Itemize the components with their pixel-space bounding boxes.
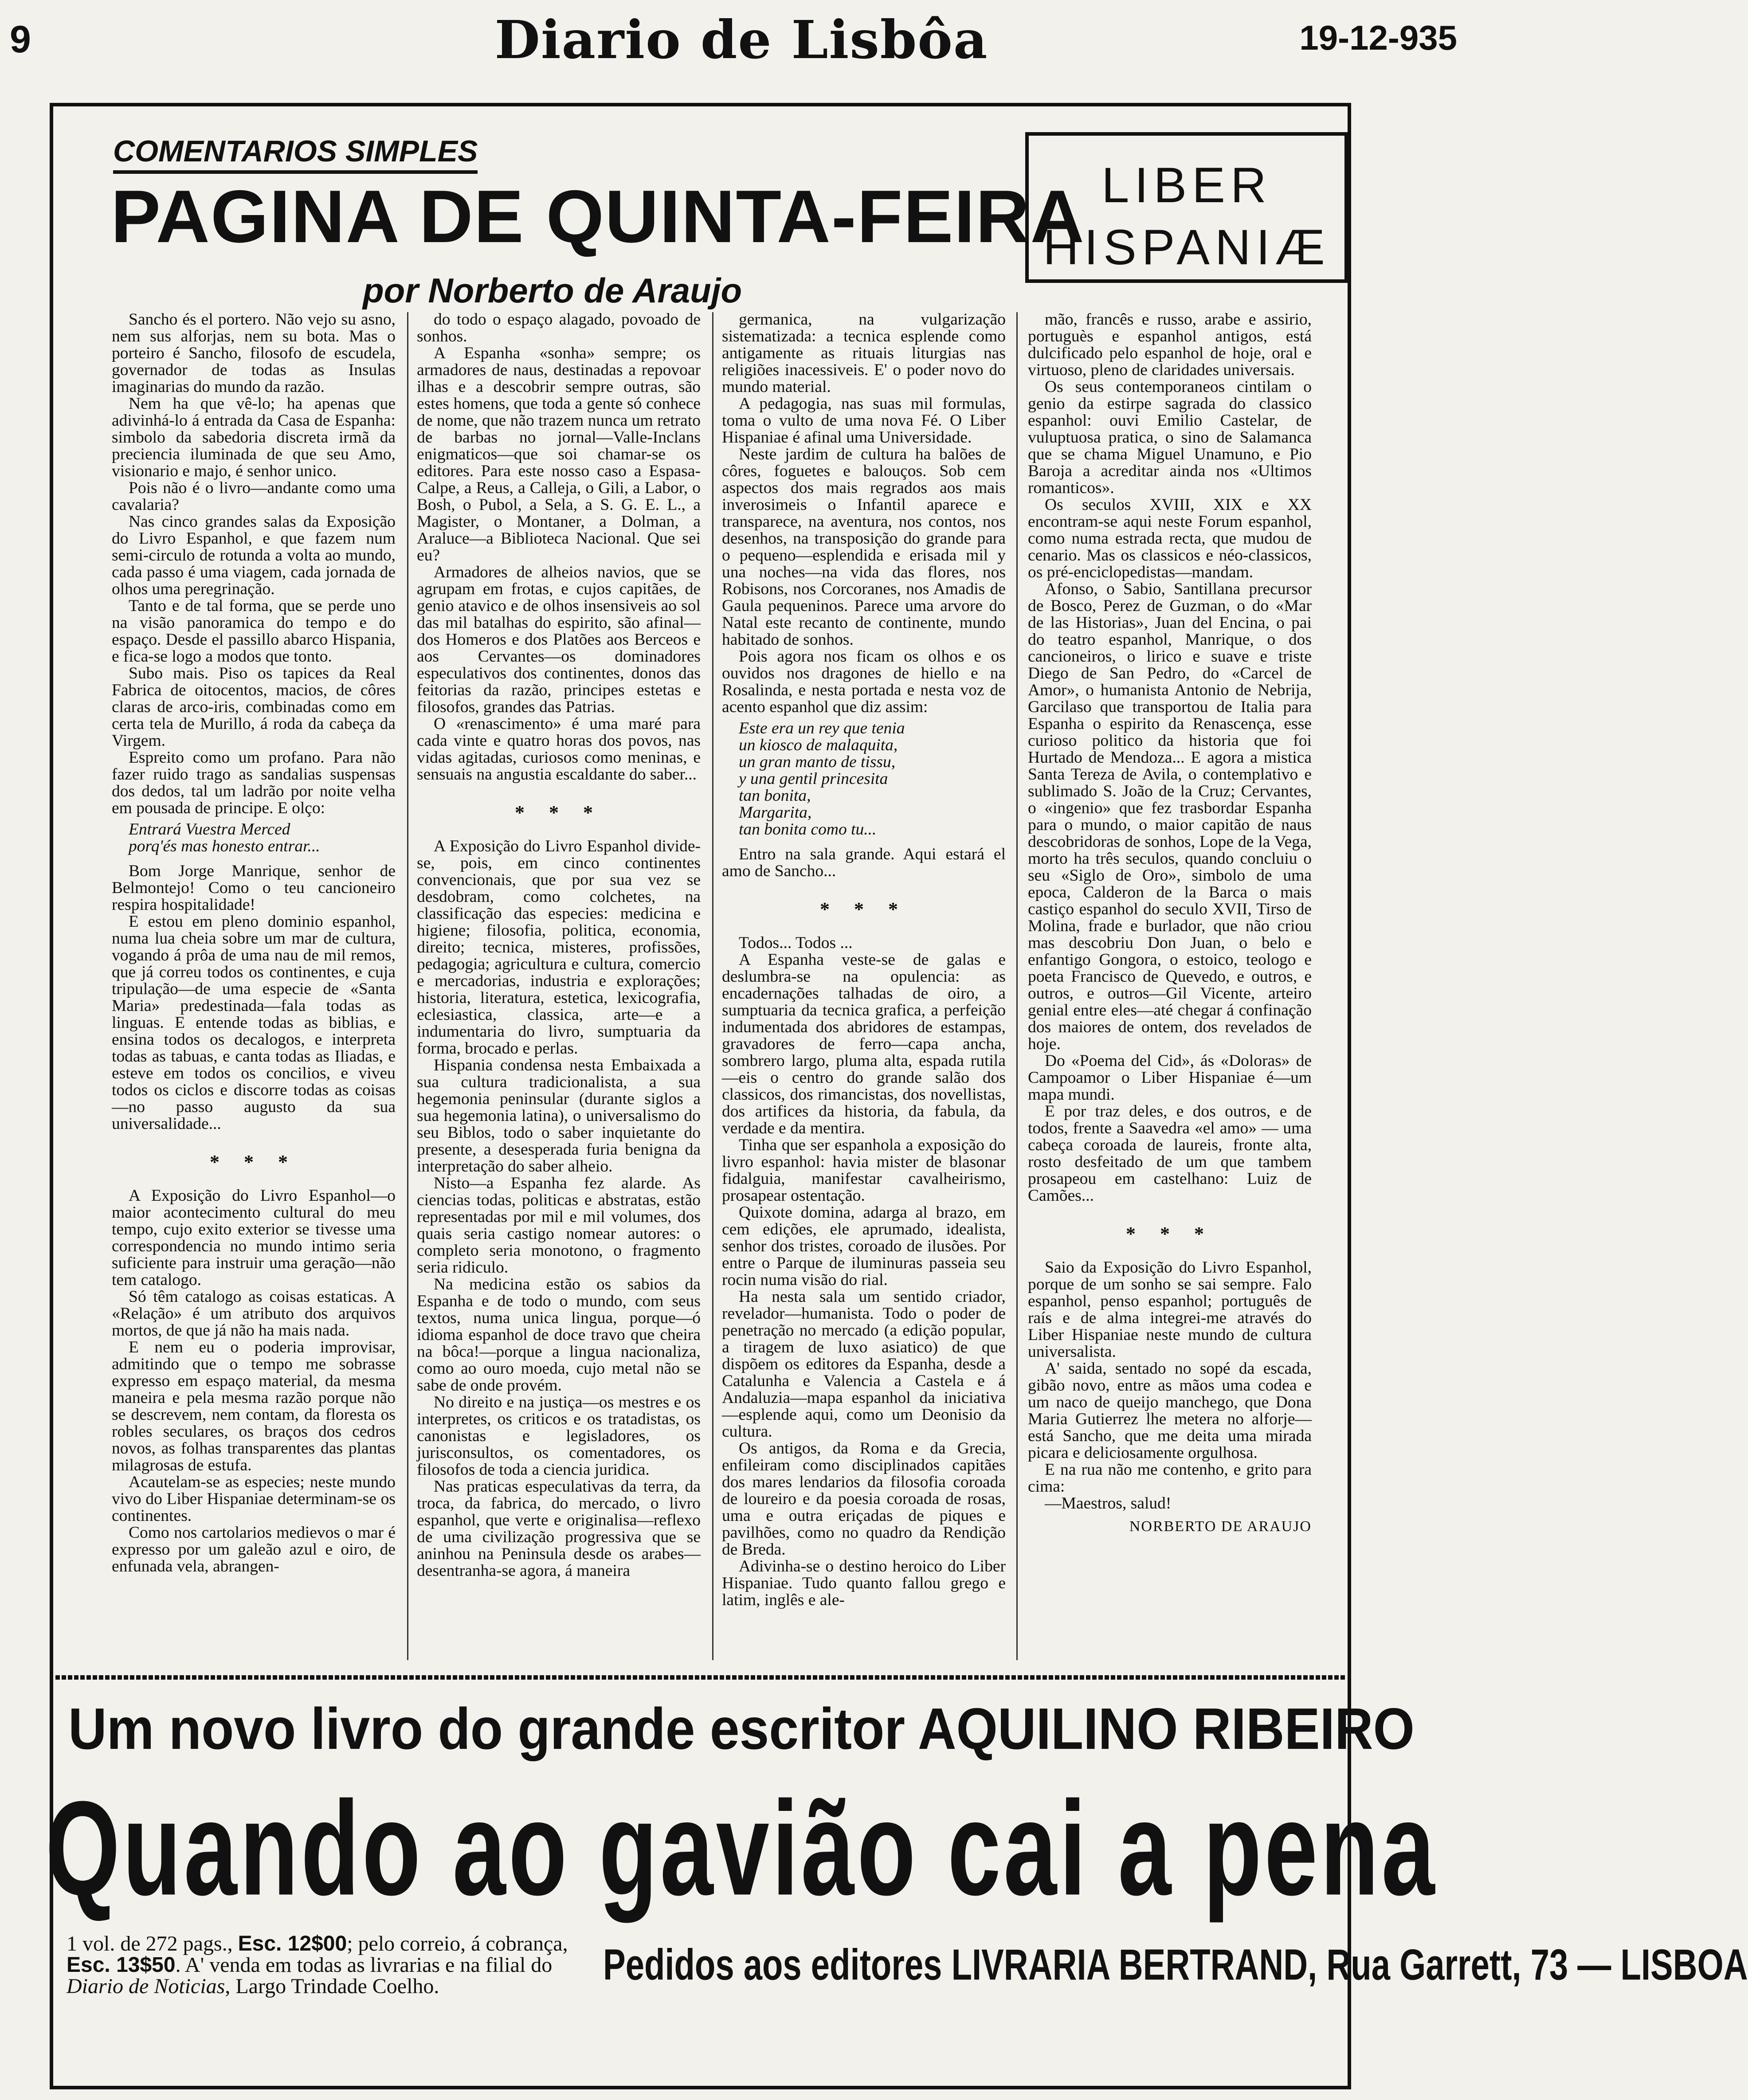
paragraph: Hispania condensa nesta Embaixada a sua cultura tradicionalista, a sua hegemonia peninsular (durante siglos a sua hegemonia latina), o universalismo do seu Biblos, todo o saber inquietante do presente, a desesperada furia benigna da interpretação do saber alheio. bbox=[417, 1056, 701, 1175]
author-signature: NORBERTO DE ARAUJO bbox=[1129, 1518, 1312, 1535]
paragraph: E estou em pleno dominio espanhol, numa lua cheia sobre um mar de cultura, vogando á prôa de uma nau de mil remos, que já correu todos os continentes, e cuja tripulação—de uma especie de «Santa Maria» predestinada—fala todas as linguas. E entende todas as biblias, e ensina todos os decalogos, e interpreta todas as tabuas, e canta todas as Iliadas, e esteve em todos os concilios, e viveu todos os ciclos e discorre todas as coisas—no passo augusto da sua universalidade... bbox=[112, 913, 396, 1133]
paragraph: Espreito como um profano. Para não fazer ruido trago as sandalias suspensas dos dedos, tal um ladrão por noite velha em pousada de principe. E olço: bbox=[112, 748, 396, 817]
paragraph: Quixote domina, adarga al brazo, em cem edições, ele aprumado, idealista, senhor dos tristes, coroado de ilusões. Por entre o Parque de iluminuras passeia seu rocin numa visão do rial. bbox=[722, 1203, 1006, 1289]
ad-note-text: 1 vol. de 272 pags., bbox=[67, 1932, 238, 1955]
paragraph: Só têm catalogo as coisas estaticas. A «Relação» é um atributo dos arquivos mortos, de que já não ha mais nada. bbox=[112, 1288, 396, 1340]
paragraph: A Espanha «sonha» sempre; os armadores de naus, destinadas a repovoar ilhas e a descobrir sempre outras, são estes homens, que toda a gente só conhece de nome, que não trazem nunca um retrato de barbas no jornal—Valle-Inclans enigmaticos—que soi chamar-se os editores. Para este nosso caso a Espasa-Calpe, a Reus, a Calleja, o Gili, a Labor, o Bosh, o Pubol, a Sela, a S. G. E. L., a Magister, o Montaner, a Dolman, a Araluce—a Biblioteca Nacional. Que sei eu? bbox=[417, 344, 701, 564]
dotted-separator bbox=[55, 1675, 1346, 1680]
paragraph: Ha nesta sala um sentido criador, revelador—humanista. Todo o poder de penetração no mercado (a edição popular, a tiragem de luxo asiatico) de que dispõem os editores da Espanha, desde a Catalunha e Valencia a Castela e á Andaluzia—mapa espanhol da iniciativa—esplende aqui, como um Deonisio da cultura. bbox=[722, 1288, 1006, 1441]
paragraph: E por traz deles, e dos outros, e de todos, frente a Saavedra «el amo» — uma cabeça coroada de laureis, fronte alta, rosto desfeitado de um que tambem prosapeou em castelhano: Luiz de Camões... bbox=[1028, 1102, 1312, 1205]
paragraph: Nas cinco grandes salas da Exposição do Livro Espanhol, e que fazem num semi-circulo de rotunda a volta ao mundo, cada passo é uma viagem, cada jornada de olhos uma peregrinação. bbox=[112, 513, 396, 598]
paragraph: Pois agora nos ficam os olhos e os ouvidos nos dragones de hiello e na Rosalinda, e nesta portada e nesta voz de acento espanhol que diz assim: bbox=[722, 647, 1006, 716]
paragraph: Na medicina estão os sabios da Espanha e de todo o mundo, com seus textos, numa unica lingua, porque—ó idioma espanhol de doce travo que cheira na bôca!—porque a lingua nacionaliza, como ao ouro moeda, cujo metal não se sabe de onde provém. bbox=[417, 1275, 701, 1395]
paragraph: Sancho és el portero. Não vejo su asno, nem sus alforjas, nem su bota. Mas o porteiro é Sancho, filosofo de escudela, governador de todas as Insulas imaginarias do mundo da razão. bbox=[112, 310, 396, 396]
paragraph: A Exposição do Livro Espanhol divide-se, pois, em cinco continentes convencionais, que por sua vez se desdobram, como colchetes, na classificação das especies: medicina e higiene; filosofia, politica, economia, direito; tecnica, misteres, profissões, pedagogia; agricultura e cultura, comercio e mercadorias, industria e explorações; historia, literatura, estetica, lexicografia, eclesiastica, classica, arte—e a indumentaria do livro, sumptuaria da forma, brocado e perlas. bbox=[417, 837, 701, 1058]
liber-box-line-1: LIBER bbox=[1101, 157, 1272, 213]
ad-note-text: ; pelo correio, á cobrança, bbox=[347, 1932, 568, 1955]
paragraph: Os seculos XVIII, XIX e XX encontram-se aqui neste Forum espanhol, como numa estrada recta, que mudou de cenario. Mas os classicos e néo-classicos, os pré-enciclopedistas—mandam. bbox=[1028, 496, 1312, 581]
article-headline: PAGINA DE QUINTA-FEIRA bbox=[111, 175, 1085, 258]
verse-quote: Este era un rey que tenia un kiosco de malaquita, un gran manto de tissu, y una gentil princesita tan bonita, Margarita, tan bonita como tu... bbox=[739, 719, 905, 838]
paragraph: Armadores de alheios navios, que se agrupam em frotas, e cujos capitães, de genio atavico e de olhos insensiveis ao sol das mil batalhas do espirito, são afinal—dos Homeros e dos Platões aos Berceos e aos Cervantes—os dominadores especulativos dos continentes, donos das feitorias da razão, principes estetas e filosofos, grandes das Patrias. bbox=[417, 563, 701, 716]
masthead bbox=[0, 0, 1483, 93]
paragraph: Tinha que ser espanhola a exposição do livro espanhol: havia mister de blasonar fidalguia, manifestar cavalheirismo, prosapear ostentação. bbox=[722, 1136, 1006, 1205]
paragraph: Como nos cartolarios medievos o mar é expresso por um galeão azul e oiro, de enfunada vela, abrangen- bbox=[112, 1524, 396, 1575]
paragraph: —Maestros, salud! bbox=[1045, 1494, 1172, 1512]
article-byline: por Norberto de Araujo bbox=[363, 271, 742, 310]
paragraph: Bom Jorge Manrique, senhor de Belmontejo! Como o teu cancioneiro respira hospitalidade! bbox=[112, 862, 396, 914]
section-divider: * * * bbox=[820, 898, 908, 920]
ad-price: Esc. 12$00 bbox=[238, 1932, 347, 1955]
paragraph: No direito e na justiça—os mestres e os interpretes, os criticos e os tratadistas, os canonistas e legisladores, os jurisconsultos, os comentadores, os filosofos de toda a ciencia juridica. bbox=[417, 1393, 701, 1479]
paragraph: Nem ha que vê-lo; ha apenas que adivinhá-lo á entrada da Casa de Espanha: simbolo da sabedoria discreta irmã da preciencia iluminada de que seu Amo, visionario e majo, é senhor unico. bbox=[112, 395, 396, 480]
column-rule bbox=[1016, 312, 1018, 1660]
section-divider: * * * bbox=[1126, 1223, 1214, 1245]
paragraph: A Exposição do Livro Espanhol—o maior acontecimento cultural do meu tempo, cujo exito exterior se tivesse uma correspondencia no mundo intimo seria suficiente para instruir uma geração—não tem catalogo. bbox=[112, 1187, 396, 1289]
ad-price-note bbox=[67, 1933, 581, 1997]
paragraph: germanica, na vulgarização sistematizada: a tecnica esplende como antigamente as rituais liturgias nas religiões inacessiveis. E' o poder novo do mundo material. bbox=[722, 310, 1006, 396]
page-number: 9 bbox=[10, 18, 31, 61]
paragraph: Subo mais. Piso os tapices da Real Fabrica de oitocentos, macios, de côres claras de arco-iris, combinadas como em certa tela de Murillo, á roda da cabeça da Virgem. bbox=[112, 664, 396, 750]
newspaper-title: Diario de Lisbôa bbox=[494, 9, 988, 71]
paragraph: Adivinha-se o destino heroico do Liber Hispaniae. Tudo quanto fallou grego e latim, inglês e ale- bbox=[722, 1557, 1006, 1609]
article-column-1 bbox=[112, 311, 396, 1658]
verse-quote: Entrará Vuestra Merced porq'és mas honesto entrar... bbox=[129, 820, 320, 855]
paragraph: Acautelam-se as especies; neste mundo vivo do Liber Hispaniae determinam-se os continentes. bbox=[112, 1473, 396, 1525]
liber-box-line-2: HISPANIÆ bbox=[1043, 219, 1330, 275]
ad-note-text: , Largo Trindade Coelho. bbox=[225, 1975, 439, 1998]
article-column-4 bbox=[1028, 311, 1312, 1658]
section-kicker: COMENTARIOS SIMPLES bbox=[113, 134, 478, 174]
paragraph: Neste jardim de cultura ha balões de côres, foguetes e balouços. Sob cem aspectos dos mais regrados aos mais inverosimeis o Infantil aparece e transparece, na aventura, nos contos, nos desenhos, na transposição do grande para o pequeno—esplendida e erisada mil y una noches—na vida das flores, nos Robisons, nos Corcoranes, nos Amadis de Gaula pequeninos. Parece uma arvore do Natal este recanto de continente, mundo habitado de sonhos. bbox=[722, 445, 1006, 649]
paragraph: Afonso, o Sabio, Santillana precursor de Bosco, Perez de Guzman, o do «Mar de las Historias», Juan del Encina, o pai do teatro espanhol, Manrique, o dos cancioneiros, o lirico e suave e triste Diego de San Pedro, do «Carcel de Amor», o humanista Antonio de Nebrija, Garcilaso que transportou de Italia para Espanha o espirito da Renascença, esse curioso politico da historia que foi Hurtado de Mendoza... E agora a mistica Santa Tereza de Avila, o contemplativo e sublimado S. João de la Cruz; Cervantes, o «ingenio» que fez trasbordar Espanha para o mundo, o maior capitão de naus descobridoras de sonhos, Lope de la Vega, morto ha três seculos, quando concluiu o seu «Siglo de Oro», simbolo de uma epoca, Calderon de la Barca o mais castiço espanhol do seculo XVII, Tirso de Molina, frade e burlador, que não criou mas descobriu Don Juan, o belo e enfantigo Gongora, o estoico, teologo e poeta Francisco de Quevedo, e outros, e outros, e outros—Gil Vicente, arteiro genial entre eles—até chegar á confinação dos maiores de ontem, dos revelados de hoje. bbox=[1028, 580, 1312, 1053]
section-divider: * * * bbox=[210, 1151, 298, 1173]
paragraph: Todos... Todos ... bbox=[739, 934, 853, 952]
paragraph: Nisto—a Espanha fez alarde. As ciencias todas, politicas e abstratas, estão representadas por mil e mil volumes, dos quais seria castigo nomear autores: o completo seria monotono, o fragmento seria ridiculo. bbox=[417, 1174, 701, 1277]
ad-note-text: . A' venda em todas as livrarias e na filial do bbox=[175, 1953, 553, 1977]
issue-date: 19-12-935 bbox=[1299, 18, 1457, 57]
paragraph: O «renascimento» é uma maré para cada vinte e quatro horas dos povos, nas vidas agitadas, curiosos como meninas, e sensuais na angustia escaldante do saber... bbox=[417, 715, 701, 784]
column-rule bbox=[407, 312, 408, 1660]
paragraph: E na rua não me contenho, e grito para cima: bbox=[1028, 1461, 1312, 1496]
paragraph: mão, francês e russo, arabe e assirio, portuguès e espanhol antigos, está dulcificado pelo espanhol de hoje, oral e virtuoso, pleno de claridades universais. bbox=[1028, 310, 1312, 379]
paragraph: Os antigos, da Roma e da Grecia, enfileiram como disciplinados capitães dos mares lendarios da filosofia coroada de loureiro e da poesia coroada de rosas, uma e outra eriçadas de piques e pavilhões, como no quadro da Rendição de Breda. bbox=[722, 1439, 1006, 1559]
paragraph: A pedagogia, nas suas mil formulas, toma o vulto de uma nova Fé. O Liber Hispaniae é afinal uma Universidade. bbox=[722, 395, 1006, 447]
article-column-3 bbox=[722, 311, 1006, 1658]
liber-hispaniae-box bbox=[1025, 132, 1348, 283]
paragraph: Nas praticas especulativas da terra, da troca, da fabrica, do mercado, o livro espanhol, que verte e originalisa—reflexo de uma civilização progressiva que se aninhou na Peninsula desde os arabes—desentranha-se agora, á maneira bbox=[417, 1477, 701, 1580]
paragraph: Do «Poema del Cid», ás «Doloras» de Campoamor o Liber Hispaniae é—um mapa mundi. bbox=[1028, 1052, 1312, 1104]
paragraph: A Espanha veste-se de galas e deslumbra-se na opulencia: as encadernações talhadas de oiro, a sumptuaria da tecnica grafica, a perfeição indumentada dos abridores de estampas, gravadores de ferro—capa ancha, sombrero largo, pluma alta, espada rutila—eis o centro do grande salão dos classicos, dos rimancistas, dos novellistas, dos artifices da historia, da fabula, da verdade e da mentira. bbox=[722, 951, 1006, 1137]
paragraph: Saio da Exposição do Livro Espanhol, porque de um sonho se sai sempre. Falo espanhol, penso espanhol; português de raís e de alma integrei-me através do Liber Hispaniae neste mundo de cultura universalista. bbox=[1028, 1258, 1312, 1361]
ad-newspaper-name: Diario de Noticias bbox=[67, 1975, 225, 1998]
article-column-2 bbox=[417, 311, 701, 1658]
ad-price-cod: Esc. 13$50 bbox=[67, 1953, 176, 1977]
paragraph: Entro na sala grande. Aqui estará el amo de Sancho... bbox=[722, 845, 1006, 880]
paragraph: Pois não é o livro—andante como uma cavalaria? bbox=[112, 479, 396, 514]
ad-orders-line: Pedidos aos editores LIVRARIA BERTRAND, Rua Garrett, 73 — LISBOA bbox=[603, 1940, 1748, 1990]
paragraph: Tanto e de tal forma, que se perde uno na visão panoramica do tempo e do espaço. Desde el passillo abarco Hispania, e fica-se logo a modos que tonto. bbox=[112, 597, 396, 666]
paragraph: A' saida, sentado no sopé da escada, gibão novo, entre as mãos uma codea e um naco de queijo manchego, que Dona Maria Gutierrez lhe metera no alforje—está Sancho, que me deita uma mirada picara e deliciosamente orgulhosa. bbox=[1028, 1360, 1312, 1462]
section-divider: * * * bbox=[515, 802, 603, 823]
column-rule bbox=[712, 312, 713, 1660]
paragraph: E nem eu o poderia improvisar, admitindo que o tempo me sobrasse expresso em espaço material, da mesma maneira e pela mesma razão porque não se descrevem, nem contam, da floresta os robles seculares, os braços dos cedros novos, as folhas transparentes das plantas milagrosas de estufa. bbox=[112, 1338, 396, 1474]
paragraph: Os seus contemporaneos cintilam o genio da estirpe sagrada do classico espanhol: ouvi Emilio Castelar, de vuluptuosa pratica, o sino de Salamanca que se chama Miguel Unamuno, e Pio Baroja a acreditar ainda nos «Ultimos romanticos». bbox=[1028, 378, 1312, 497]
ad-announcement: Um novo livro do grande escritor AQUILINO RIBEIRO bbox=[68, 1696, 1415, 1762]
ad-book-title: Quando ao gavião cai a pena bbox=[45, 1773, 1438, 1923]
paragraph: do todo o espaço alagado, povoado de sonhos. bbox=[417, 310, 701, 345]
